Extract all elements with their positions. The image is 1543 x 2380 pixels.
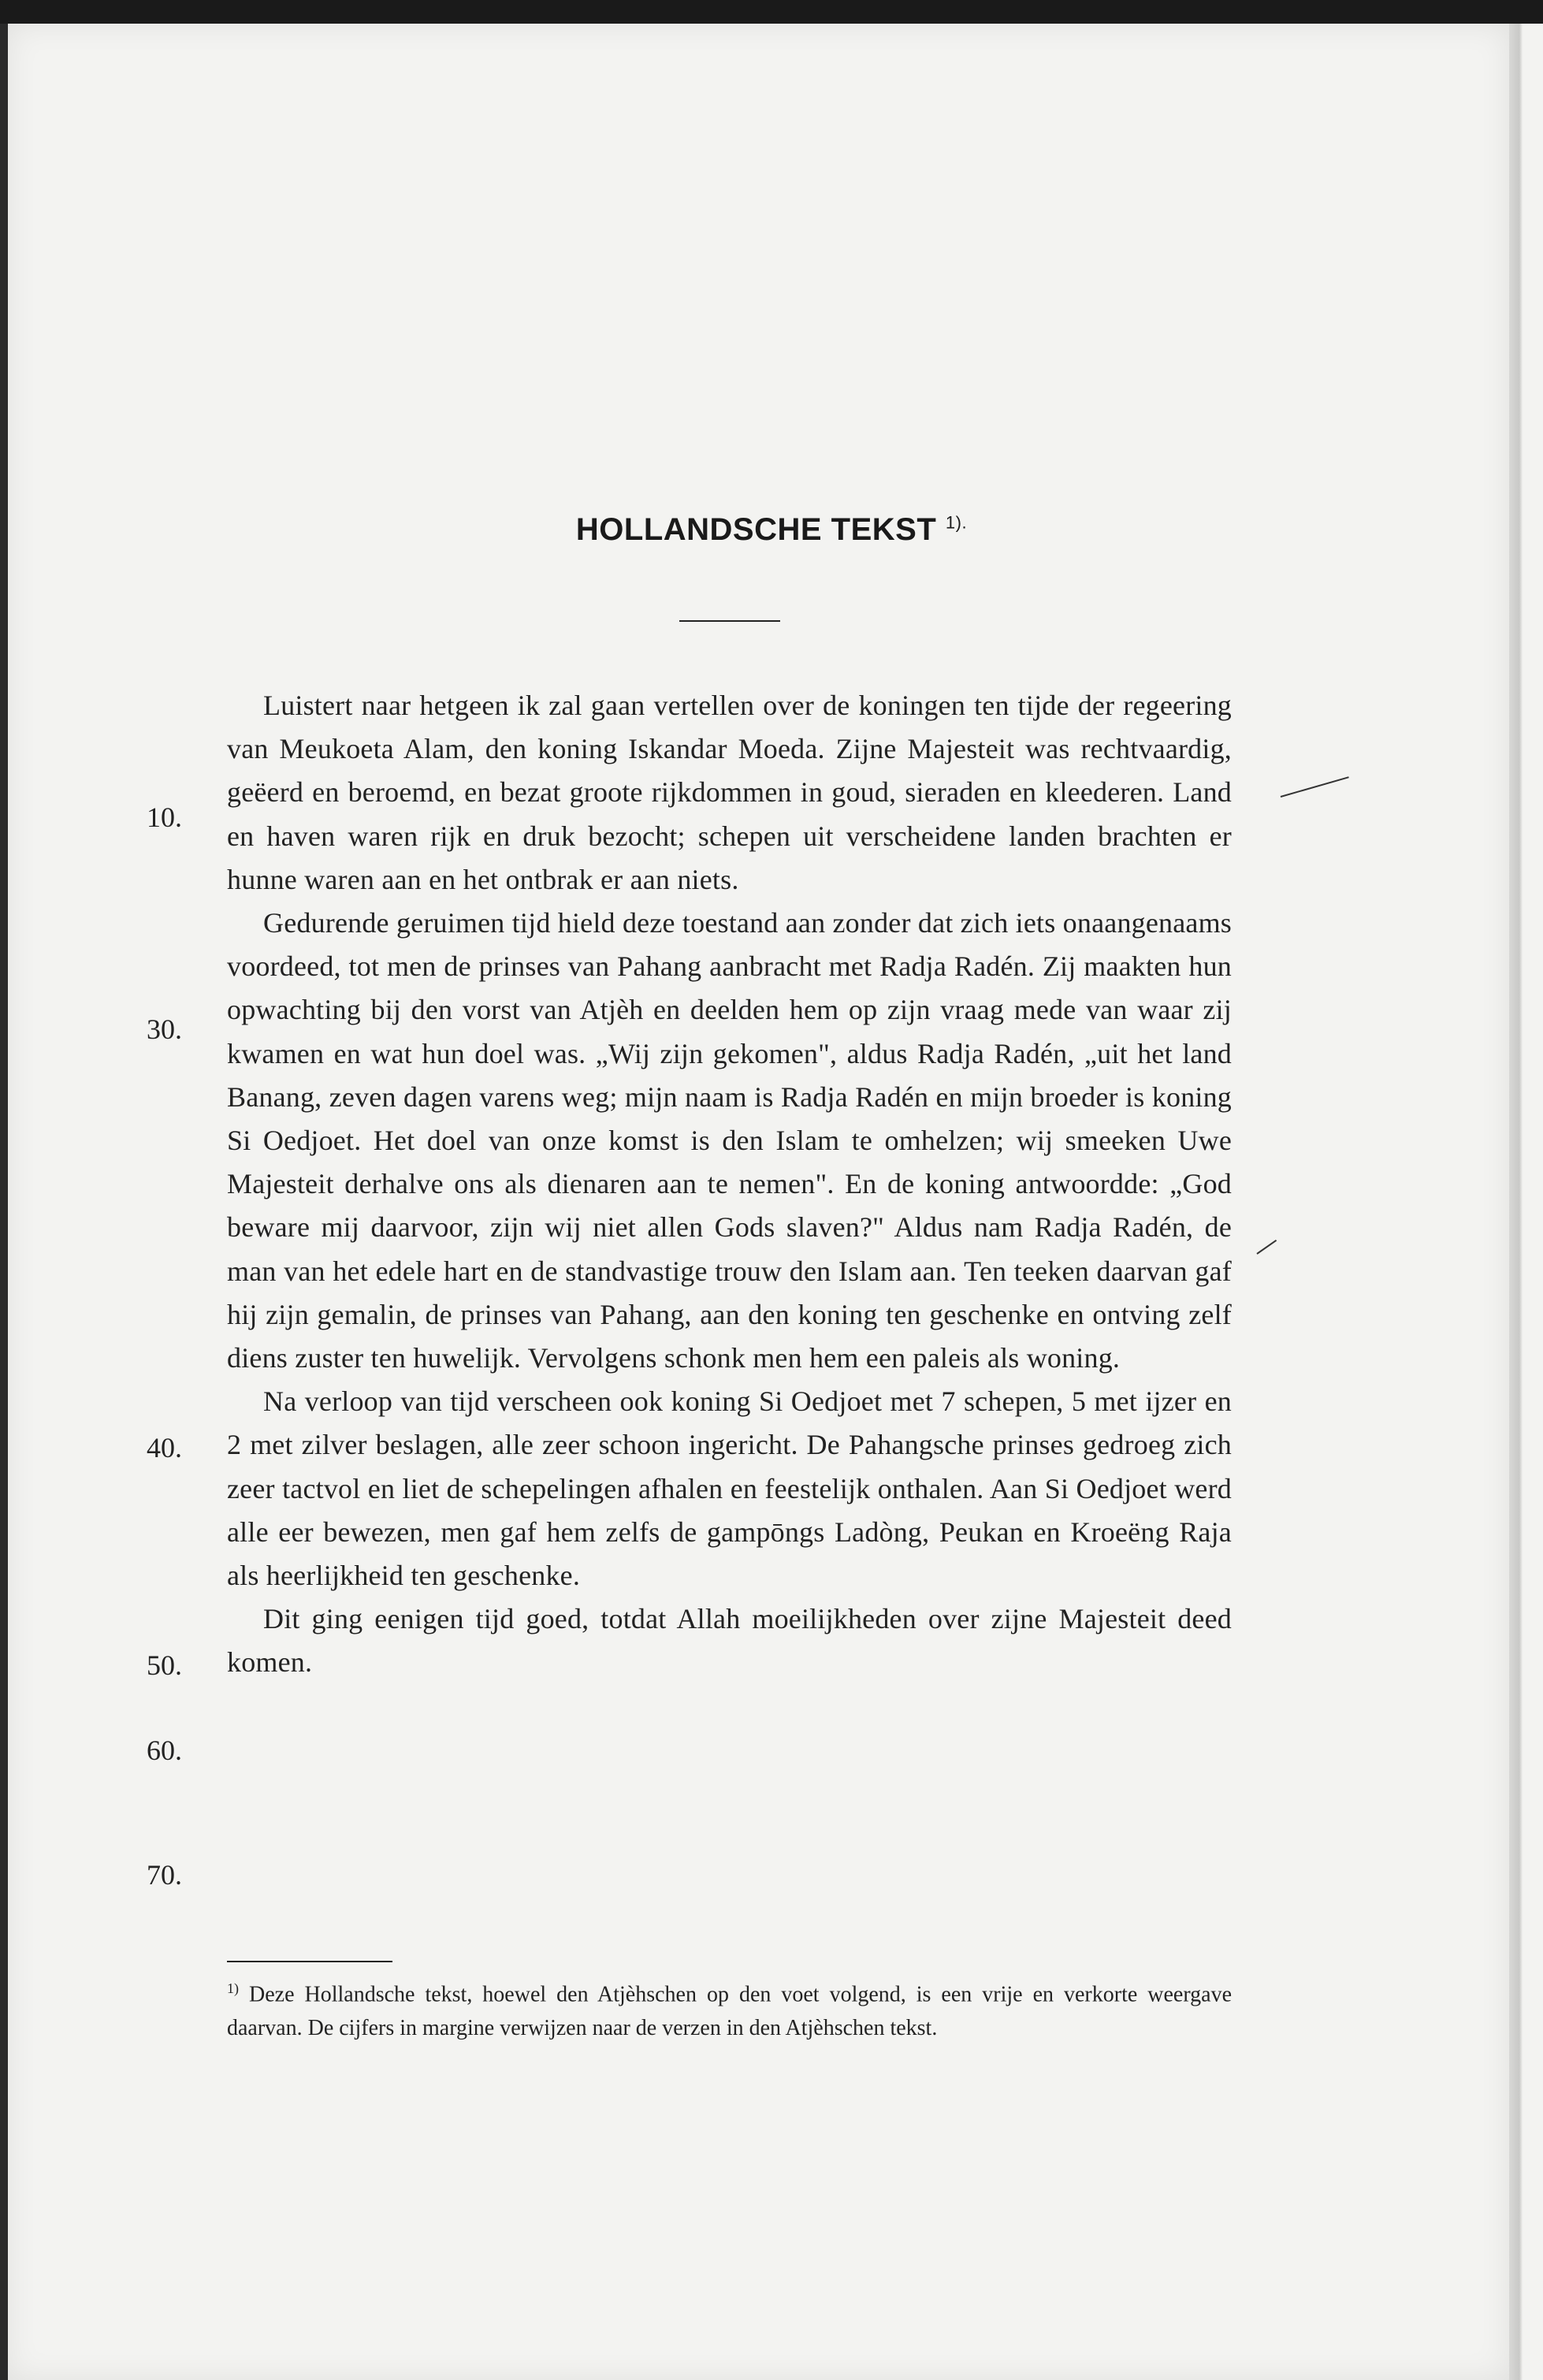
margin-verse-number: 50. bbox=[147, 1649, 182, 1681]
margin-verse-number: 30. bbox=[147, 1013, 182, 1045]
paragraph: Gedurende geruimen tijd hield deze toestand aan zonder dat zich iets onaangenaams voordeed, tot men de prinses van Pahang aanbracht met Radja Radén. Zij maakten hun opwachting bij den vorst van Atjèh en deelden hem op zijn vraag mede van waar zij kwamen en wat hun doel was. „Wij zijn gekomen", aldus Radja Radén, „uit het land Banang, zeven dagen varens weg; mijn naam is Radja Radén en mijn broeder is koning Si Oedjoet. Het doel van onze komst is den Islam te omhelzen; wij smeeken Uwe Majesteit derhalve ons als dienaren aan te nemen". En de koning antwoordde: „God beware mij daarvoor, zijn wij niet allen Gods slaven?" Aldus nam Radja Radén, de man van het edele hart en de standvastige trouw den Islam aan. Ten teeken daarvan gaf hij zijn gemalin, de prinses van Pahang, aan den koning ten geschenke en ontving zelf diens zuster ten huwelijk. Vervolgens schonk men hem een paleis als woning. bbox=[227, 907, 1232, 1374]
heading-title: HOLLANDSCHE TEKST bbox=[575, 512, 937, 547]
footnote-text: Deze Hollandsche tekst, hoewel den Atjèhschen op den voet volgend, is een vrije en verkorte weergave daarvan. De cijfers in margine verwijzen naar de verzen in den Atjèhschen tekst. bbox=[227, 1982, 1233, 2041]
margin-verse-number: 10. bbox=[147, 801, 182, 833]
body-text bbox=[227, 684, 1232, 1685]
margin-verse-number: 60. bbox=[147, 1735, 182, 1766]
margin-verse-number: 40. bbox=[147, 1432, 182, 1463]
footnote-rule bbox=[227, 1961, 392, 1962]
heading-rule bbox=[679, 620, 780, 622]
paragraph: Luistert naar hetgeen ik zal gaan vertellen over de koningen ten tijde der regeering van Meukoeta Alam, den koning Iskandar Moeda. Zijne Majesteit was rechtvaardig, geëerd en beroemd, en bezat groote rijkdommen in goud, sieraden en kleederen. Land en haven waren rijk en druk bezocht; schepen uit verscheidene landen brachten er hunne waren aan en het ontbrak er aan niets. bbox=[227, 690, 1232, 895]
page-edge bbox=[1509, 24, 1543, 2380]
paragraph: Dit ging eenigen tijd goed, totdat Allah moeilijkheden over zijne Majesteit deed komen. bbox=[227, 1603, 1232, 1679]
footnote bbox=[227, 1972, 1232, 2045]
page-heading bbox=[0, 512, 1543, 548]
paragraph: Na verloop van tijd verscheen ook koning Si Oedjoet met 7 schepen, 5 met ijzer en 2 met zilver beslagen, alle zeer schoon ingericht. De Pahangsche prinses gedroeg zich zeer tactvol en liet de schepelingen afhalen en feestelijk onthalen. Aan Si Oedjoet werd alle eer bewezen, men gaf hem zelfs de gampōngs Ladòng, Peukan en Kroeëng Raja als heerlijkheid ten geschenke. bbox=[227, 1385, 1232, 1592]
footnote-marker: 1) bbox=[227, 1980, 239, 1996]
scan-top-border bbox=[0, 0, 1543, 24]
heading-footnote-ref: 1). bbox=[945, 512, 968, 533]
margin-verse-number: 70. bbox=[147, 1859, 182, 1891]
